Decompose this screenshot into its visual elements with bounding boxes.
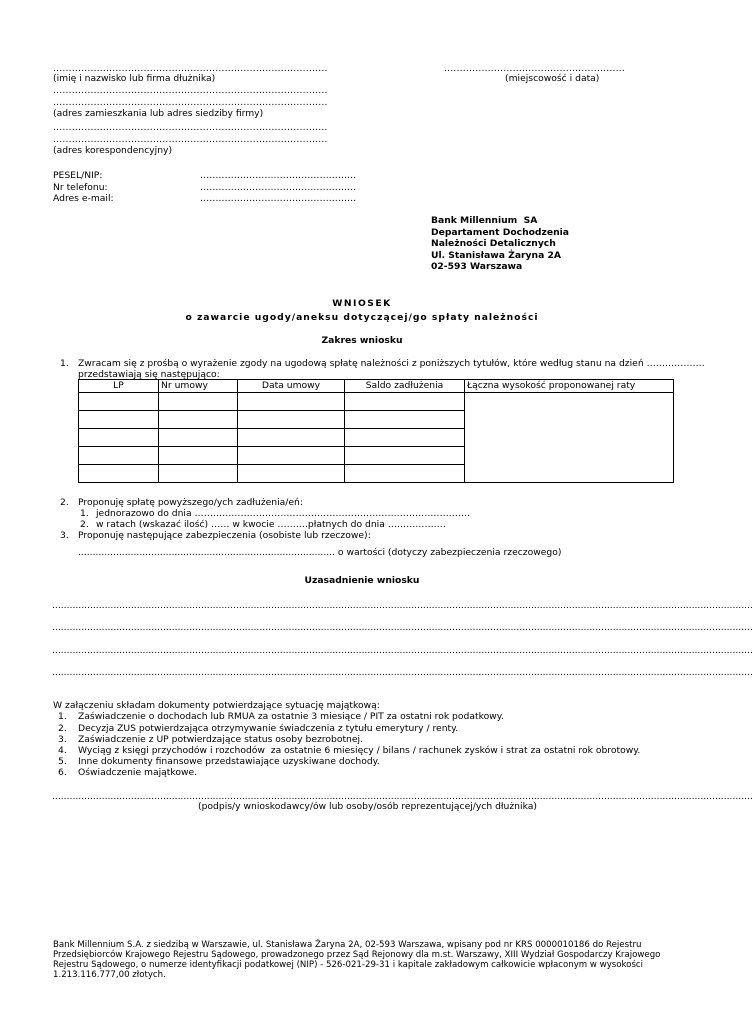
- col-header-lp: LP: [79, 380, 159, 393]
- collateral-suffix: o wartości (dotyczy zabezpieczenia rzeczowego): [335, 547, 562, 558]
- address-label: (adres zamieszkania lub adres siedziby firmy): [53, 108, 264, 119]
- table-cell[interactable]: [238, 447, 345, 465]
- table-header-row: [79, 380, 674, 393]
- table-cell[interactable]: [79, 393, 159, 411]
- corr-address-line-1[interactable]: ........................................................................................: [53, 122, 328, 133]
- footer-line-4: 1.213.116.777,00 złotych.: [53, 970, 166, 980]
- debtor-name-line[interactable]: ........................................................................................: [53, 63, 328, 74]
- justification-line-4[interactable]: ................................................................................................................................................................................................................................................: [52, 667, 753, 678]
- table-cell[interactable]: [79, 411, 159, 429]
- table-cell[interactable]: [345, 447, 465, 465]
- col-header-proposed-installment: Łączna wysokość proponowanej raty: [465, 380, 674, 393]
- table-cell[interactable]: [345, 411, 465, 429]
- table-cell[interactable]: [238, 429, 345, 447]
- phone-label: Nr telefonu:: [53, 182, 108, 193]
- point-2-sub-2-text[interactable]: w ratach (wskazać ilość) …… w kwocie ……….płatnych do dnia ……………….: [96, 519, 446, 530]
- attachments-intro: W załączeniu składam dokumenty potwierdzające sytuację majątkową:: [53, 700, 380, 711]
- scope-heading: Zakres wniosku: [321, 335, 403, 346]
- address-line-2[interactable]: ........................................................................................: [53, 97, 328, 108]
- document-subtitle: o zawarcie ugody/aneksu dotyczącej/go spłaty należności: [185, 312, 539, 323]
- col-header-contract-date: Data umowy: [238, 380, 345, 393]
- point-3-text: Proponuję następujące zabezpieczenia (osobiste lub rzeczowe):: [78, 530, 371, 541]
- point-1-text-cont: przedstawiają się następująco:: [78, 369, 220, 380]
- point-1-text: Zwracam się z prośbą o wyrażenie zgody na ugodową spłatę należności z poniższych tytułów, które według stanu na dzień ……………….: [78, 358, 705, 369]
- col-header-debt-balance: Saldo zadłużenia: [345, 380, 465, 393]
- recipient-line-4: Ul. Stanisława Żaryna 2A: [431, 250, 561, 261]
- table-cell[interactable]: [159, 411, 238, 429]
- email-label: Adres e-mail:: [53, 193, 114, 204]
- attachment-number: 6.: [58, 767, 67, 778]
- table-cell[interactable]: [159, 465, 238, 483]
- debtor-name-label: (imię i nazwisko lub firma dłużnika): [53, 73, 216, 84]
- table-row: [79, 393, 674, 411]
- table-cell[interactable]: [345, 393, 465, 411]
- attachment-item: Oświadczenie majątkowe.: [78, 767, 198, 778]
- corr-address-line-2[interactable]: ........................................................................................: [53, 134, 328, 145]
- pesel-field[interactable]: ……………………………………………: [200, 170, 357, 181]
- attachment-item: Decyzja ZUS potwierdzająca otrzymywanie świadczenia z tytułu emerytury / renty.: [78, 723, 459, 734]
- point-2-sub-2-number: 2.: [80, 519, 89, 530]
- signature-line[interactable]: ................................................................................................................................................................................................................................................: [52, 791, 753, 802]
- table-cell[interactable]: [159, 429, 238, 447]
- attachment-item: Wyciąg z księgi przychodów i rozchodów za ostatnie 6 miesięcy / bilans / rachunek zysków i strat za ostatni rok obrotowy.: [78, 745, 641, 756]
- attachment-item: Zaświadczenie z UP potwierdzające status osoby bezrobotnej.: [78, 734, 364, 745]
- col-header-contract-no: Nr umowy: [159, 380, 238, 393]
- point-2-sub-1-text[interactable]: jednorazowo do dnia ………………………………………………………………………………: [96, 508, 471, 519]
- table-cell-installment[interactable]: [465, 393, 674, 483]
- table-cell[interactable]: [159, 447, 238, 465]
- signature-label: (podpis/y wnioskodawcy/ów lub osoby/osób reprezentującej/ych dłużnika): [198, 801, 537, 812]
- justification-line-1[interactable]: ................................................................................................................................................................................................................................................: [52, 600, 753, 611]
- table-cell[interactable]: [238, 393, 345, 411]
- attachment-number: 1.: [58, 711, 67, 722]
- recipient-line-3: Należności Detalicznych: [431, 238, 556, 249]
- collateral-dots[interactable]: ........................................................................................: [78, 547, 335, 558]
- footer-line-3: Rejestru Sądowego, o numerze identyfikacji podatkowej (NIP) - 526-021-29-31 i kapitale zakładowym całkowicie wpłaconym w wysokości: [53, 960, 644, 970]
- footer-line-1: Bank Millennium S.A. z siedzibą w Warszawie, ul. Stanisława Żaryna 2A, 02-593 Warszawa, wpisany pod nr KRS 0000010186 do Rejestru: [53, 940, 642, 950]
- attachment-number: 4.: [58, 745, 67, 756]
- justification-line-2[interactable]: ................................................................................................................................................................................................................................................: [52, 622, 753, 633]
- table-cell[interactable]: [345, 429, 465, 447]
- point-1-number: 1.: [60, 358, 69, 369]
- debt-table: [78, 379, 674, 483]
- pesel-label: PESEL/NIP:: [53, 170, 103, 181]
- email-field[interactable]: ……………………………………………: [200, 193, 357, 204]
- attachment-number: 2.: [58, 723, 67, 734]
- attachment-item: Inne dokumenty finansowe przedstawiające uzyskiwane dochody.: [78, 756, 380, 767]
- place-date-label: (miejscowość i data): [505, 73, 600, 84]
- document-title: WNIOSEK: [332, 298, 392, 309]
- point-2-number: 2.: [60, 497, 69, 508]
- table-cell[interactable]: [79, 429, 159, 447]
- table-cell[interactable]: [345, 465, 465, 483]
- table-cell[interactable]: [79, 447, 159, 465]
- attachment-number: 5.: [58, 756, 67, 767]
- point-2-text: Proponuję spłatę powyższego/ych zadłużenia/eń:: [78, 497, 303, 508]
- point-3-number: 3.: [60, 530, 69, 541]
- table-cell[interactable]: [238, 411, 345, 429]
- attachment-item: Zaświadczenie o dochodach lub RMUA za ostatnie 3 miesiące / PIT za ostatni rok podatkowy.: [78, 711, 504, 722]
- justification-line-3[interactable]: ................................................................................................................................................................................................................................................: [52, 645, 753, 656]
- footer-line-2: Przedsiębiorców Krajowego Rejestru Sądowego, prowadzonego przez Sąd Rejonowy dla m.st. Warszawy, XIII Wydział Gospodarczy Krajowego: [53, 950, 661, 960]
- recipient-line-2: Departament Dochodzenia: [431, 227, 569, 238]
- recipient-line-1: Bank Millennium SA: [431, 215, 538, 226]
- table-cell[interactable]: [159, 393, 238, 411]
- place-date-line[interactable]: ..........................................................: [444, 63, 625, 74]
- phone-field[interactable]: ……………………………………………: [200, 182, 357, 193]
- recipient-line-5: 02-593 Warszawa: [431, 261, 523, 272]
- address-line-1[interactable]: ........................................................................................: [53, 85, 328, 96]
- collateral-line[interactable]: [78, 547, 561, 558]
- corr-address-label: (adres korespondencyjny): [53, 145, 173, 156]
- point-2-sub-1-number: 1.: [80, 508, 89, 519]
- table-cell[interactable]: [238, 465, 345, 483]
- attachment-number: 3.: [58, 734, 67, 745]
- table-cell[interactable]: [79, 465, 159, 483]
- justification-heading: Uzasadnienie wniosku: [304, 575, 420, 586]
